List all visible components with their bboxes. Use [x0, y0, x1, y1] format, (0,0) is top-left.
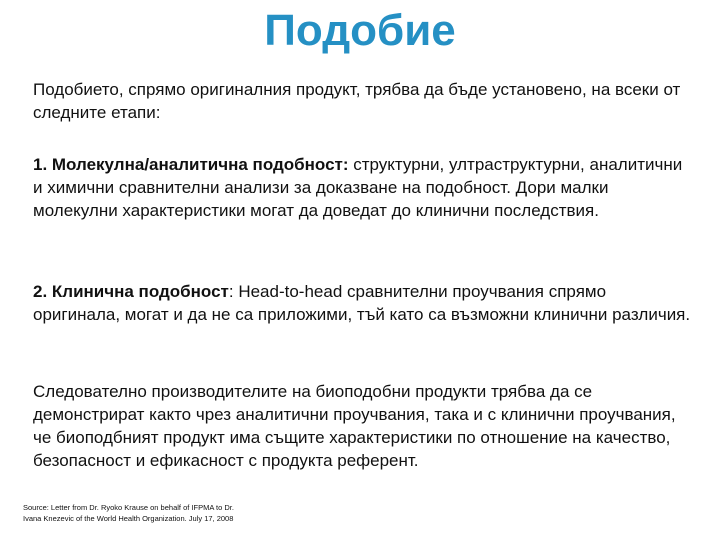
point-molecular-similarity: [33, 153, 693, 222]
conclusion-paragraph: Следователно производителите на биоподобни продукти трябва да се демонстрират както чрез аналитични проучвания, така и с клинични проучвания, че биоподбният продукт има същите характеристики по отношение на качество, безопасност и ефикасност с продукта референт.: [33, 382, 676, 470]
slide-title: Подобие: [264, 6, 456, 55]
point-clinical-heading: 2. Клинична подобност: [33, 282, 229, 301]
point-molecular-heading: 1. Молекулна/аналитична подобност:: [33, 155, 349, 174]
source-note: Source: Letter from Dr. Ryoko Krause on behalf of IFPMA to Dr. Ivana Knezevic of the World Health Organization. July 17, 2008: [23, 503, 234, 523]
intro-paragraph: Подобието, спрямо оригиналния продукт, трябва да бъде установено, на всеки от следните етапи:: [33, 80, 681, 122]
point-clinical-similarity: [33, 280, 693, 326]
point-clinical-text: : Head-to-head сравнителни проучвания спрямо оригинала, могат и да не са приложими, тъй като са възможни клинични различия.: [33, 282, 691, 324]
point-molecular-text: структурни, ултраструктурни, аналитични и химични сравнителни анализи за доказване на подобност. Дори малки молекулни характеристики могат да доведат до клинични последствия.: [33, 155, 683, 220]
